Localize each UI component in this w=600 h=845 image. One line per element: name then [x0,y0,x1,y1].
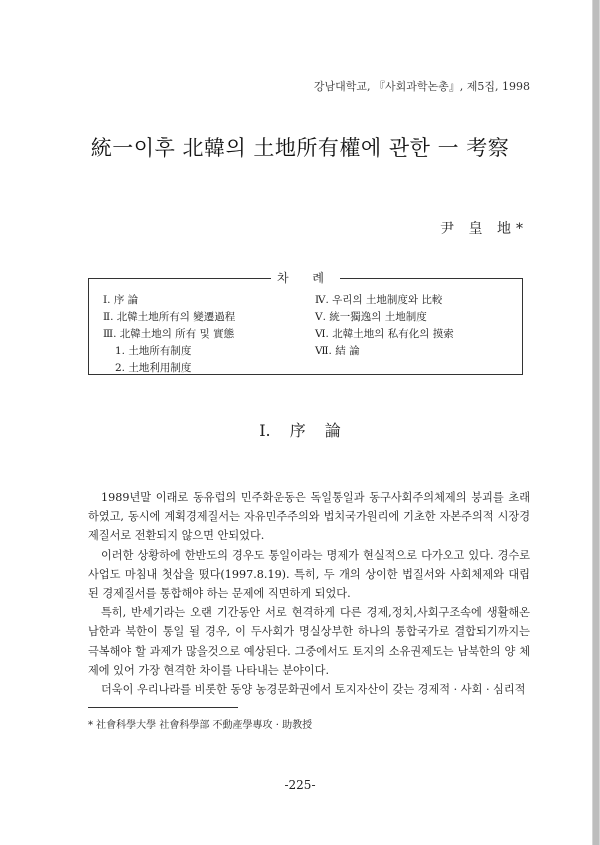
toc-subitem: 1. 土地所有制度 [115,345,192,357]
section-heading: Ⅰ. 序 論 [259,421,341,440]
paragraph: 더욱이 우리나라를 비롯한 동양 농경문화권에서 토지자산이 갖는 경제적 · 사회 · 심리적 [101,683,526,697]
toc-item: Ⅶ. 結 論 [315,345,360,357]
toc-item: Ⅱ. 北韓土地所有의 變遷過程 [103,311,236,323]
vertical-scrollbar[interactable] [592,0,600,845]
paper-title: 統一이후 北韓의 土地所有權에 관한 一 考察 [90,136,510,160]
toc-subitem: 2. 土地利用制度 [115,362,192,374]
toc-item: Ⅴ. 統一獨逸의 土地制度 [315,311,427,323]
author-name: 尹 皇 地* [440,221,528,237]
journal-citation: 강남대학교, 『사회과학논총』, 제5집, 1998 [313,80,530,93]
paragraph: 특히, 반세기라는 오랜 기간동안 서로 현격하게 다른 경제,정치,사회구조속에 생활해온 남한과 북한이 통일 될 경우, 이 두사회가 명실상부한 하나의 통합국가로 결합되기까지는 극복해야 할 과제가 많을것으로 예상된다. 그중에서도 토지의 소유권제도는 남북한의 양 체제에 있어 가장 현격한 차이를 나타내는 분야이다. [88,606,530,677]
toc-heading [89,269,522,286]
toc-heading-label: 차 례 [271,271,340,285]
footnote-divider [88,707,238,708]
table-of-contents [88,271,523,375]
page-number: -225- [284,778,316,792]
body-text [88,488,530,699]
toc-item: Ⅲ. 北韓土地의 所有 및 實態 [103,328,235,340]
paragraph: 1989년말 이래로 동유럽의 민주화운동은 독일통일과 동구사회주의체제의 붕괴를 초래하였고, 동시에 계획경제질서는 자유민주주의와 법치국가원리에 기초한 자본주의적 시장경제질서로 전환되지 않으면 안되었다. [88,491,530,543]
toc-right-column [315,292,454,360]
paragraph: 이러한 상황하에 한반도의 경우도 통일이라는 명제가 현실적으로 다가오고 있다. 경수로사업도 마침내 첫삽을 떴다(1997.8.19). 특히, 두 개의 상이한 법질서와 사회체제와 대립된 경제질서를 통합해야 하는 문제에 직면하게 되었다. [88,548,530,601]
toc-item: Ⅰ. 序 論 [103,294,139,306]
toc-item: Ⅳ. 우리의 土地制度와 比較 [315,294,443,306]
toc-left-column [103,292,235,377]
footnote: * 社會科學大學 社會科學部 不動產學專攻 · 助教授 [88,720,313,731]
scrollbar-thumb[interactable] [593,0,599,845]
toc-item: Ⅵ. 北韓土地의 私有化의 摸索 [315,328,454,340]
